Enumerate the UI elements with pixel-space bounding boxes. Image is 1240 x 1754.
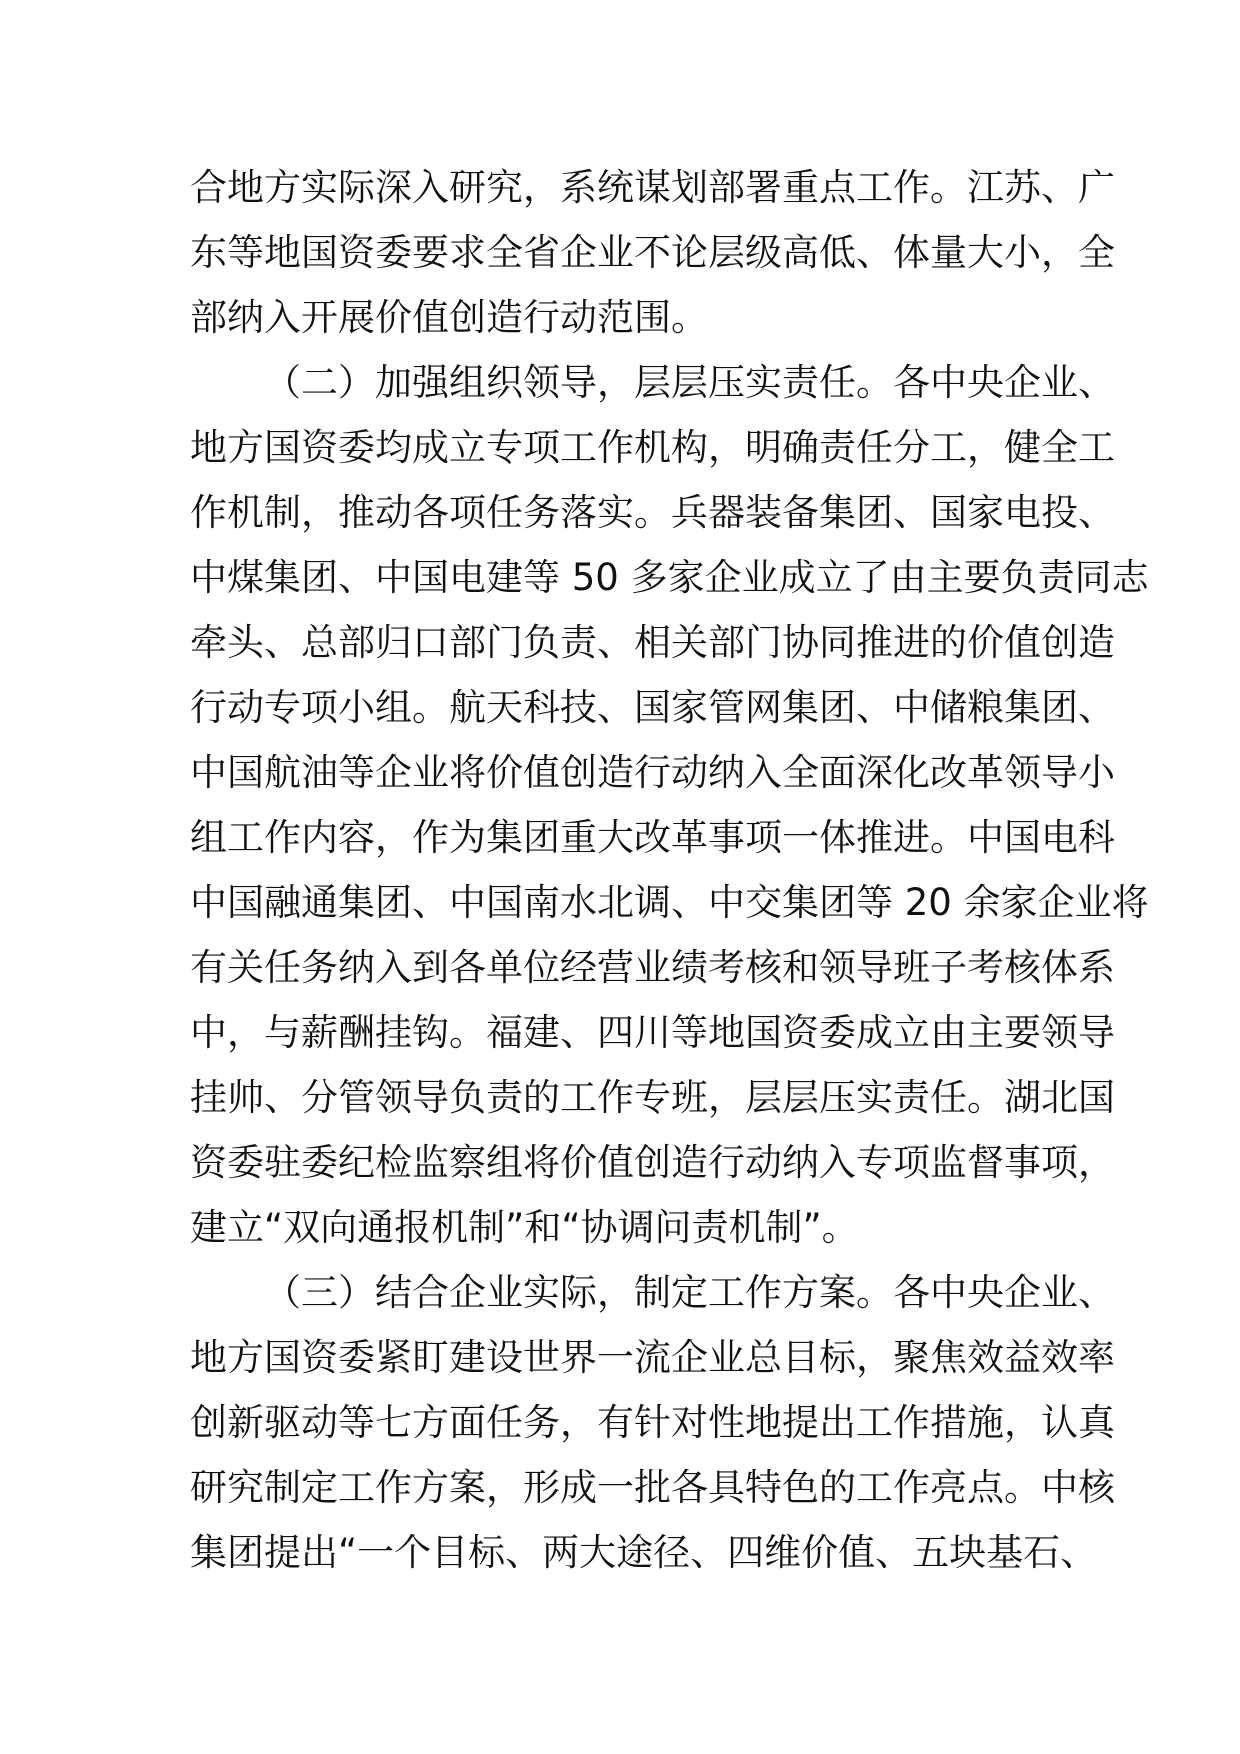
paragraph-heading-3: （三）结合企业实际，制定工作方案。各中央企业、 bbox=[264, 1271, 1115, 1314]
text-line-11: 组工作内容，作为集团重大改革事项一体推进。中国电科 bbox=[190, 816, 1115, 859]
text-line-10: 中国航油等企业将价值创造行动纳入全面深化改革领导小 bbox=[190, 751, 1115, 794]
text-line-7: 中煤集团、中国电建等 50 多家企业成立了由主要负责同志 bbox=[190, 556, 1149, 599]
text-line-16: 资委驻委纪检监察组将价值创造行动纳入专项监督事项， bbox=[190, 1141, 1115, 1184]
text-line-1: 合地方实际深入研究，系统谋划部署重点工作。江苏、广 bbox=[190, 166, 1115, 209]
text-line-5: 地方国资委均成立专项工作机构，明确责任分工，健全工 bbox=[190, 426, 1115, 469]
text-line-14: 中，与薪酬挂钩。福建、四川等地国资委成立由主要领导 bbox=[190, 1011, 1115, 1054]
text-line-15: 挂帅、分管领导负责的工作专班，层层压实责任。湖北国 bbox=[190, 1076, 1115, 1119]
body-text bbox=[190, 155, 1149, 1585]
text-line-9: 行动专项小组。航天科技、国家管网集团、中储粮集团、 bbox=[190, 686, 1115, 729]
text-line-3: 部纳入开展价值创造行动范围。 bbox=[190, 296, 708, 339]
text-line-12: 中国融通集团、中国南水北调、中交集团等 20 余家企业将 bbox=[190, 881, 1149, 924]
text-line-20: 创新驱动等七方面任务，有针对性地提出工作措施，认真 bbox=[190, 1401, 1115, 1444]
text-line-6: 作机制，推动各项任务落实。兵器装备集团、国家电投、 bbox=[190, 491, 1115, 534]
text-line-17: 建立“双向通报机制”和“协调问责机制”。 bbox=[190, 1206, 859, 1249]
text-line-19: 地方国资委紧盯建设世界一流企业总目标，聚焦效益效率 bbox=[190, 1336, 1115, 1379]
text-line-8: 牵头、总部归口部门负责、相关部门协同推进的价值创造 bbox=[190, 621, 1115, 664]
text-line-21: 研究制定工作方案，形成一批各具特色的工作亮点。中核 bbox=[190, 1466, 1115, 1509]
paragraph-heading-2: （二）加强组织领导，层层压实责任。各中央企业、 bbox=[264, 361, 1115, 404]
text-line-2: 东等地国资委要求全省企业不论层级高低、体量大小，全 bbox=[190, 231, 1115, 274]
text-line-22: 集团提出“一个目标、两大途径、四维价值、五块基石、 bbox=[190, 1531, 1098, 1574]
text-line-13: 有关任务纳入到各单位经营业绩考核和领导班子考核体系 bbox=[190, 946, 1115, 989]
